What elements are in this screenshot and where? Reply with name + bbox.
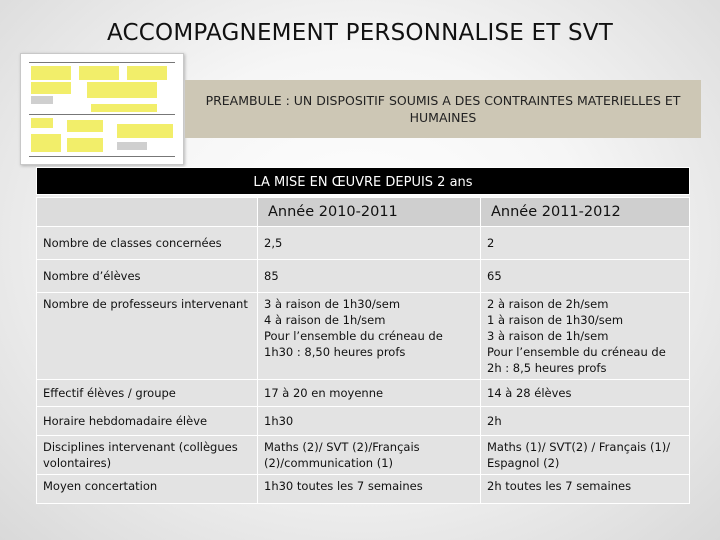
- cell-2011: 14 à 28 élèves: [481, 380, 690, 407]
- preamble-box: PREAMBULE : UN DISPOSITIF SOUMIS A DES CONTRAINTES MATERIELLES ET HUMAINES: [185, 80, 701, 138]
- table-row: [37, 407, 690, 436]
- cell-line: Pour l’ensemble du créneau de 2h : 8,5 heures profs: [487, 345, 666, 375]
- comparison-table: [36, 197, 690, 504]
- timetable-thumbnail: [20, 53, 184, 165]
- cell-2011: 65: [481, 260, 690, 293]
- table-header-row: [37, 198, 690, 227]
- row-label: Horaire hebdomadaire élève: [37, 407, 258, 436]
- row-label: Moyen concertation: [37, 475, 258, 504]
- page-title: ACCOMPAGNEMENT PERSONNALISE ET SVT: [107, 20, 613, 46]
- cell-2010: 1h30: [258, 407, 481, 436]
- header-year-2010: Année 2010-2011: [258, 198, 481, 227]
- row-label: Effectif élèves / groupe: [37, 380, 258, 407]
- row-label: Nombre d’élèves: [37, 260, 258, 293]
- cell-line: Pour l’ensemble du créneau de 1h30 : 8,50 heures profs: [264, 329, 443, 359]
- cell-line: 3 à raison de 1h30/sem: [264, 297, 401, 311]
- cell-2010: Maths (2)/ SVT (2)/Français (2)/communication (1): [258, 436, 481, 475]
- table-row: [37, 380, 690, 407]
- row-label: Nombre de classes concernées: [37, 227, 258, 260]
- cell-2010: [258, 293, 481, 380]
- cell-2011: Maths (1)/ SVT(2) / Français (1)/ Espagnol (2): [481, 436, 690, 475]
- cell-2011: 2: [481, 227, 690, 260]
- cell-2010: 85: [258, 260, 481, 293]
- cell-line: 3 à raison de 1h/sem: [487, 329, 609, 343]
- cell-2010: 17 à 20 en moyenne: [258, 380, 481, 407]
- row-label: Disciplines intervenant (collègues volontaires): [37, 436, 258, 475]
- header-empty-cell: [37, 198, 258, 227]
- cell-line: 4 à raison de 1h/sem: [264, 313, 386, 327]
- cell-2011: 2h toutes les 7 semaines: [481, 475, 690, 504]
- table-row: [37, 260, 690, 293]
- section-banner: LA MISE EN ŒUVRE DEPUIS 2 ans: [36, 167, 690, 195]
- cell-line: 2 à raison de 2h/sem: [487, 297, 609, 311]
- table-row: [37, 227, 690, 260]
- cell-2010: 2,5: [258, 227, 481, 260]
- row-label: Nombre de professeurs intervenant: [37, 293, 258, 380]
- table-row: [37, 436, 690, 475]
- cell-2011: 2h: [481, 407, 690, 436]
- table-row: [37, 293, 690, 380]
- header-year-2011: Année 2011-2012: [481, 198, 690, 227]
- table-row: [37, 475, 690, 504]
- cell-2010: 1h30 toutes les 7 semaines: [258, 475, 481, 504]
- cell-2011: [481, 293, 690, 380]
- cell-line: 1 à raison de 1h30/sem: [487, 313, 624, 327]
